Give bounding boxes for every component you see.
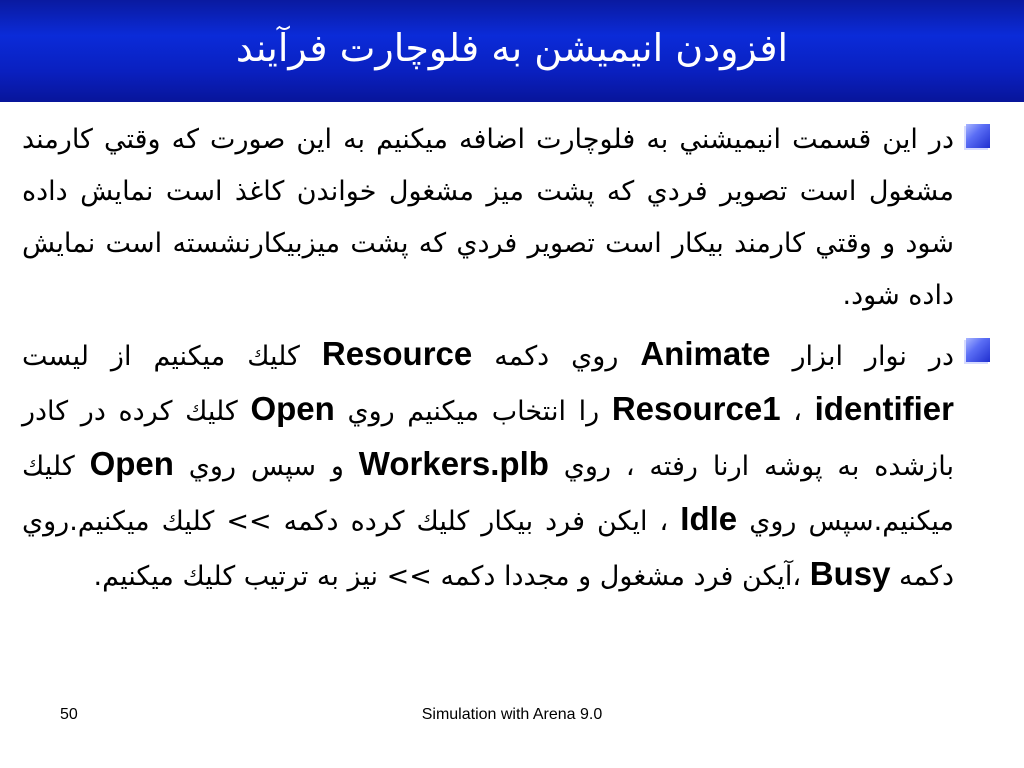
keyword-idle: Idle: [680, 500, 738, 537]
bullet-item-2: [22, 328, 990, 603]
keyword-identifier: identifier: [814, 390, 954, 427]
keyword-resource1: Resource1: [611, 390, 781, 427]
text-run: ، ايكن فرد بيكار كليك كرده دكمه >> كليك ميكنيم.روي دكمه: [22, 506, 954, 592]
keyword-resource: Resource: [321, 335, 473, 372]
text-run: ،آيكن فرد مشغول و مجددا دكمه >> نيز به ترتيب كليك ميكنيم.: [93, 561, 802, 592]
text-run: و سپس روي: [188, 451, 344, 482]
text-run: در نوار ابزار: [792, 341, 954, 372]
slide-title: افزودن انیمیشن به فلوچارت فرآیند: [235, 26, 789, 70]
text-run: روي دكمه: [494, 341, 619, 372]
keyword-open: Open: [89, 445, 174, 482]
square-bullet-icon: [966, 338, 990, 362]
page-number: 50: [60, 706, 78, 723]
text-run: كليك ميكنيم.سپس روي: [22, 451, 955, 537]
footer-title: Simulation with Arena 9.0: [421, 706, 603, 723]
square-bullet-icon: [966, 124, 990, 148]
text-run: را انتخاب ميكنيم روي: [347, 396, 600, 427]
keyword-open: Open: [250, 390, 335, 427]
bullet-text-1: در اين قسمت انيميشني به فلوچارت اضافه ميكنيم به اين صورت كه وقتي كارمند مشغول است تصوير فردي كه پشت ميز مشغول خواندن كاغذ است نمايش داده شود و وقتي كارمند بيكار است تصوير فردي كه پشت ميزبيكارنشسته است نمايش داده شود.: [22, 124, 954, 311]
keyword-animate: Animate: [640, 335, 771, 372]
keyword-busy: Busy: [809, 555, 891, 592]
text-run: كليك كرده در كادر بازشده به پوشه ارنا رفته ، روي: [22, 396, 954, 482]
text-run: كليك ميكنيم از ليست: [22, 341, 300, 372]
title-bar: [0, 0, 1024, 102]
text-run: ،: [793, 396, 802, 427]
bullet-item-1: [22, 114, 990, 322]
keyword-workers-plb: Workers.plb: [358, 445, 549, 482]
bullet-text-2: [22, 328, 954, 603]
slide-content: [22, 114, 990, 609]
